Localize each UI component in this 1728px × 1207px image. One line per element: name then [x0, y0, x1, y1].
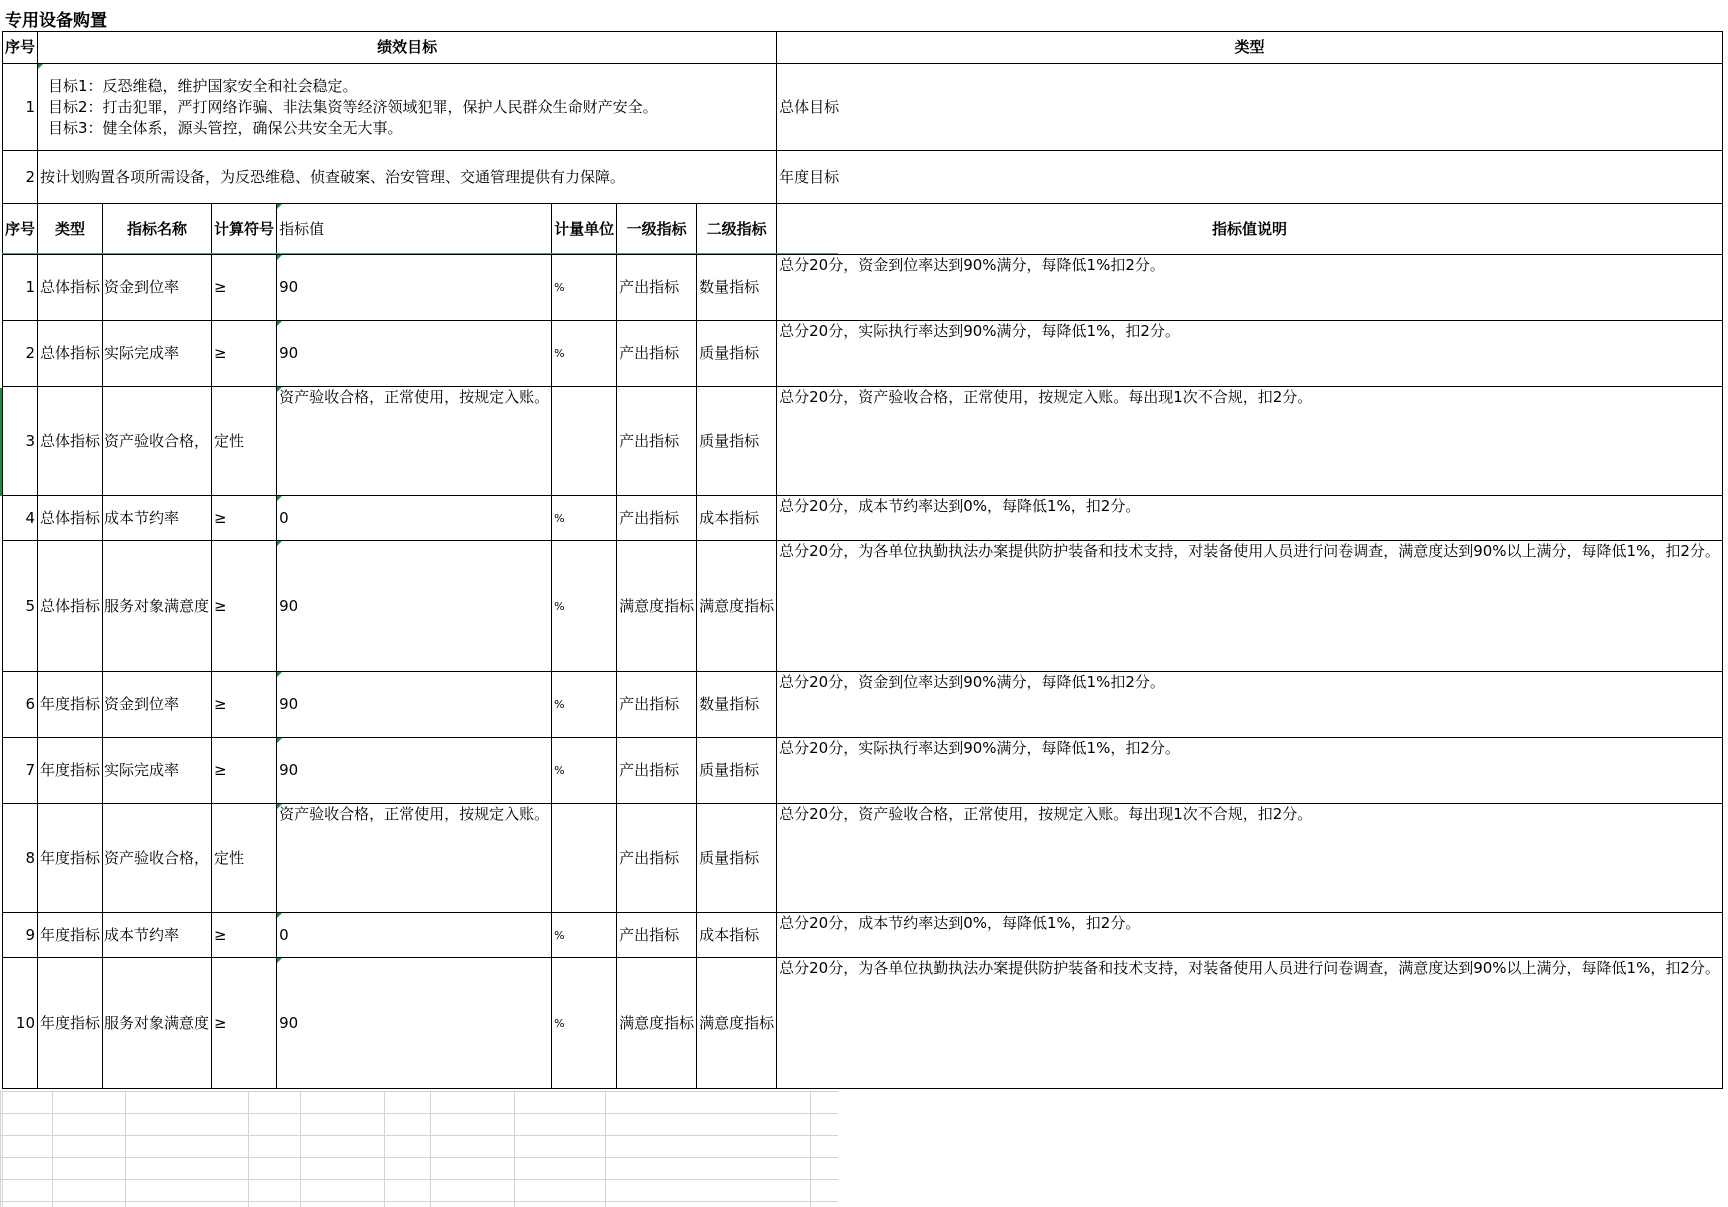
indicator-type[interactable]: 总体指标	[38, 496, 103, 541]
indicator-level2[interactable]: 数量指标	[697, 672, 777, 738]
indicator-op[interactable]: ≥	[212, 672, 277, 738]
indicator-value[interactable]: 0	[277, 496, 552, 541]
grid-line	[605, 1091, 606, 1207]
indicator-desc[interactable]: 总分20分，资金到位率达到90%满分，每降低1%扣2分。	[777, 672, 1723, 738]
goals-header-goal[interactable]: 绩效目标	[38, 32, 777, 64]
indicator-seq[interactable]: 2	[3, 321, 38, 387]
goal-text[interactable]	[38, 151, 777, 204]
indicator-level2[interactable]: 成本指标	[697, 496, 777, 541]
goal-line: 按计划购置各项所需设备，为反恐维稳、侦查破案、治安管理、交通管理提供有力保障。	[40, 167, 626, 186]
indicator-value[interactable]: 90	[277, 738, 552, 804]
indicator-op[interactable]: 定性	[212, 804, 277, 913]
indicator-level1[interactable]: 产出指标	[617, 804, 697, 913]
indicator-header-seq[interactable]: 序号	[3, 204, 38, 255]
indicator-unit[interactable]: %	[552, 496, 617, 541]
indicator-header-row	[3, 204, 1728, 255]
indicator-name[interactable]: 实际完成率	[103, 738, 212, 804]
indicator-seq[interactable]: 8	[3, 804, 38, 913]
indicator-type[interactable]: 年度指标	[38, 672, 103, 738]
indicator-unit[interactable]: %	[552, 255, 617, 321]
indicator-value[interactable]: 资产验收合格，正常使用，按规定入账。	[277, 387, 552, 496]
indicator-type[interactable]: 总体指标	[38, 387, 103, 496]
freeze-line	[2, 253, 838, 254]
indicator-level1[interactable]: 产出指标	[617, 496, 697, 541]
indicator-value[interactable]: 0	[277, 913, 552, 958]
indicator-level2[interactable]: 质量指标	[697, 738, 777, 804]
indicator-level2[interactable]: 数量指标	[697, 255, 777, 321]
indicator-op[interactable]: ≥	[212, 738, 277, 804]
indicator-name[interactable]: 服务对象满意度	[103, 541, 212, 672]
performance-table	[2, 31, 1728, 1089]
indicator-name[interactable]: 成本节约率	[103, 913, 212, 958]
indicator-header-desc[interactable]: 指标值说明	[777, 204, 1723, 255]
grid-line	[52, 1091, 53, 1207]
indicator-level1[interactable]: 产出指标	[617, 672, 697, 738]
goal-type[interactable]: 年度目标	[777, 151, 1723, 204]
indicator-unit[interactable]: %	[552, 541, 617, 672]
indicator-name[interactable]: 资金到位率	[103, 672, 212, 738]
indicator-name[interactable]: 资产验收合格，	[103, 387, 212, 496]
indicator-name[interactable]: 资金到位率	[103, 255, 212, 321]
goal-line: 目标3：健全体系，源头管控，确保公共安全无大事。	[48, 118, 403, 137]
indicator-op[interactable]: ≥	[212, 541, 277, 672]
indicator-desc[interactable]: 总分20分，为各单位执勤执法办案提供防护装备和技术支持，对装备使用人员进行问卷调查，满意度达到90%以上满分，每降低1%，扣2分。	[777, 541, 1723, 672]
indicator-row	[3, 387, 1728, 496]
indicator-type[interactable]: 总体指标	[38, 321, 103, 387]
indicator-level1[interactable]: 满意度指标	[617, 541, 697, 672]
goals-header-seq[interactable]: 序号	[3, 32, 38, 64]
indicator-header-level1[interactable]: 一级指标	[617, 204, 697, 255]
grid-line	[2, 1091, 3, 1207]
indicator-unit[interactable]: %	[552, 321, 617, 387]
indicator-type[interactable]: 年度指标	[38, 738, 103, 804]
indicator-header-value[interactable]: 指标值	[277, 204, 552, 255]
indicator-header-type[interactable]: 类型	[38, 204, 103, 255]
indicator-level2[interactable]: 质量指标	[697, 387, 777, 496]
indicator-row	[3, 321, 1728, 387]
grid-line	[384, 1091, 385, 1207]
indicator-seq[interactable]: 1	[3, 255, 38, 321]
indicator-op[interactable]: 定性	[212, 387, 277, 496]
indicator-unit[interactable]	[552, 387, 617, 496]
indicator-unit[interactable]: %	[552, 913, 617, 958]
indicator-unit[interactable]: %	[552, 738, 617, 804]
indicator-row	[3, 958, 1728, 1089]
indicator-seq[interactable]: 5	[3, 541, 38, 672]
indicator-seq[interactable]: 9	[3, 913, 38, 958]
indicator-seq[interactable]: 7	[3, 738, 38, 804]
indicator-seq[interactable]: 4	[3, 496, 38, 541]
indicator-level2[interactable]: 满意度指标	[697, 958, 777, 1089]
indicator-header-name[interactable]: 指标名称	[103, 204, 212, 255]
indicator-level1[interactable]: 产出指标	[617, 913, 697, 958]
indicator-value[interactable]: 90	[277, 321, 552, 387]
indicator-name[interactable]: 资产验收合格，	[103, 804, 212, 913]
goals-header-type[interactable]: 类型	[777, 32, 1723, 64]
indicator-unit[interactable]: %	[552, 672, 617, 738]
indicator-header-op[interactable]: 计算符号	[212, 204, 277, 255]
goal-seq[interactable]: 2	[3, 151, 38, 204]
indicator-value[interactable]: 90	[277, 255, 552, 321]
indicator-level1[interactable]: 产出指标	[617, 255, 697, 321]
indicator-level1[interactable]: 产出指标	[617, 321, 697, 387]
indicator-desc[interactable]: 总分20分，资产验收合格，正常使用，按规定入账。每出现1次不合规，扣2分。	[777, 804, 1723, 913]
goals-header-row	[3, 32, 1728, 64]
indicator-level1[interactable]: 产出指标	[617, 738, 697, 804]
indicator-type[interactable]: 总体指标	[38, 255, 103, 321]
indicator-row	[3, 738, 1728, 804]
indicator-level1[interactable]: 产出指标	[617, 387, 697, 496]
indicator-name[interactable]: 成本节约率	[103, 496, 212, 541]
indicator-seq[interactable]: 10	[3, 958, 38, 1089]
indicator-type[interactable]: 年度指标	[38, 958, 103, 1089]
indicator-op[interactable]: ≥	[212, 321, 277, 387]
indicator-seq[interactable]: 6	[3, 672, 38, 738]
indicator-value[interactable]: 资产验收合格，正常使用，按规定入账。	[277, 804, 552, 913]
indicator-value[interactable]: 90	[277, 541, 552, 672]
indicator-type[interactable]: 年度指标	[38, 913, 103, 958]
indicator-op[interactable]: ≥	[212, 913, 277, 958]
goal-row	[3, 151, 1728, 204]
indicator-level2[interactable]: 质量指标	[697, 321, 777, 387]
sheet-title: 专用设备购置	[5, 11, 107, 31]
grid-line	[248, 1091, 249, 1207]
grid-line	[125, 1091, 126, 1207]
row-selection-marker	[0, 388, 2, 496]
grid-line	[514, 1091, 515, 1207]
indicator-rows	[3, 255, 1728, 1089]
indicator-row	[3, 672, 1728, 738]
grid-line	[810, 1091, 811, 1207]
indicator-type[interactable]: 年度指标	[38, 804, 103, 913]
goal-line: 目标1：反恐维稳，维护国家安全和社会稳定。	[48, 76, 358, 95]
grid-line	[300, 1091, 301, 1207]
indicator-value[interactable]: 90	[277, 672, 552, 738]
goal-seq[interactable]: 1	[3, 64, 38, 151]
indicator-row	[3, 496, 1728, 541]
goal-type[interactable]: 总体目标	[777, 64, 1723, 151]
grid-line	[430, 1091, 431, 1207]
indicator-type[interactable]: 总体指标	[38, 541, 103, 672]
goal-text[interactable]	[38, 64, 777, 151]
indicator-desc[interactable]: 总分20分，成本节约率达到0%，每降低1%，扣2分。	[777, 496, 1723, 541]
indicator-value[interactable]: 90	[277, 958, 552, 1089]
indicator-name[interactable]: 实际完成率	[103, 321, 212, 387]
indicator-desc[interactable]: 总分20分，资产验收合格，正常使用，按规定入账。每出现1次不合规，扣2分。	[777, 387, 1723, 496]
indicator-desc[interactable]: 总分20分，实际执行率达到90%满分，每降低1%，扣2分。	[777, 738, 1723, 804]
indicator-desc[interactable]: 总分20分，实际执行率达到90%满分，每降低1%，扣2分。	[777, 321, 1723, 387]
indicator-level2[interactable]: 成本指标	[697, 913, 777, 958]
indicator-desc[interactable]: 总分20分，资金到位率达到90%满分，每降低1%扣2分。	[777, 255, 1723, 321]
indicator-unit[interactable]	[552, 804, 617, 913]
indicator-level2[interactable]: 质量指标	[697, 804, 777, 913]
indicator-op[interactable]: ≥	[212, 496, 277, 541]
indicator-op[interactable]: ≥	[212, 255, 277, 321]
indicator-name[interactable]: 服务对象满意度	[103, 958, 212, 1089]
indicator-seq[interactable]: 3	[3, 387, 38, 496]
goal-line: 目标2：打击犯罪，严打网络诈骗、非法集资等经济领域犯罪，保护人民群众生命财产安全。	[48, 97, 658, 116]
indicator-op[interactable]: ≥	[212, 958, 277, 1089]
goal-row	[3, 64, 1728, 151]
indicator-row	[3, 541, 1728, 672]
indicator-desc[interactable]: 总分20分，为各单位执勤执法办案提供防护装备和技术支持，对装备使用人员进行问卷调查，满意度达到90%以上满分，每降低1%，扣2分。	[777, 958, 1723, 1089]
indicator-row	[3, 255, 1728, 321]
indicator-level1[interactable]: 满意度指标	[617, 958, 697, 1089]
indicator-desc[interactable]: 总分20分，成本节约率达到0%，每降低1%，扣2分。	[777, 913, 1723, 958]
indicator-header-unit[interactable]: 计量单位	[552, 204, 617, 255]
indicator-row	[3, 913, 1728, 958]
indicator-level2[interactable]: 满意度指标	[697, 541, 777, 672]
indicator-header-level2[interactable]: 二级指标	[697, 204, 777, 255]
indicator-row	[3, 804, 1728, 913]
indicator-unit[interactable]: %	[552, 958, 617, 1089]
